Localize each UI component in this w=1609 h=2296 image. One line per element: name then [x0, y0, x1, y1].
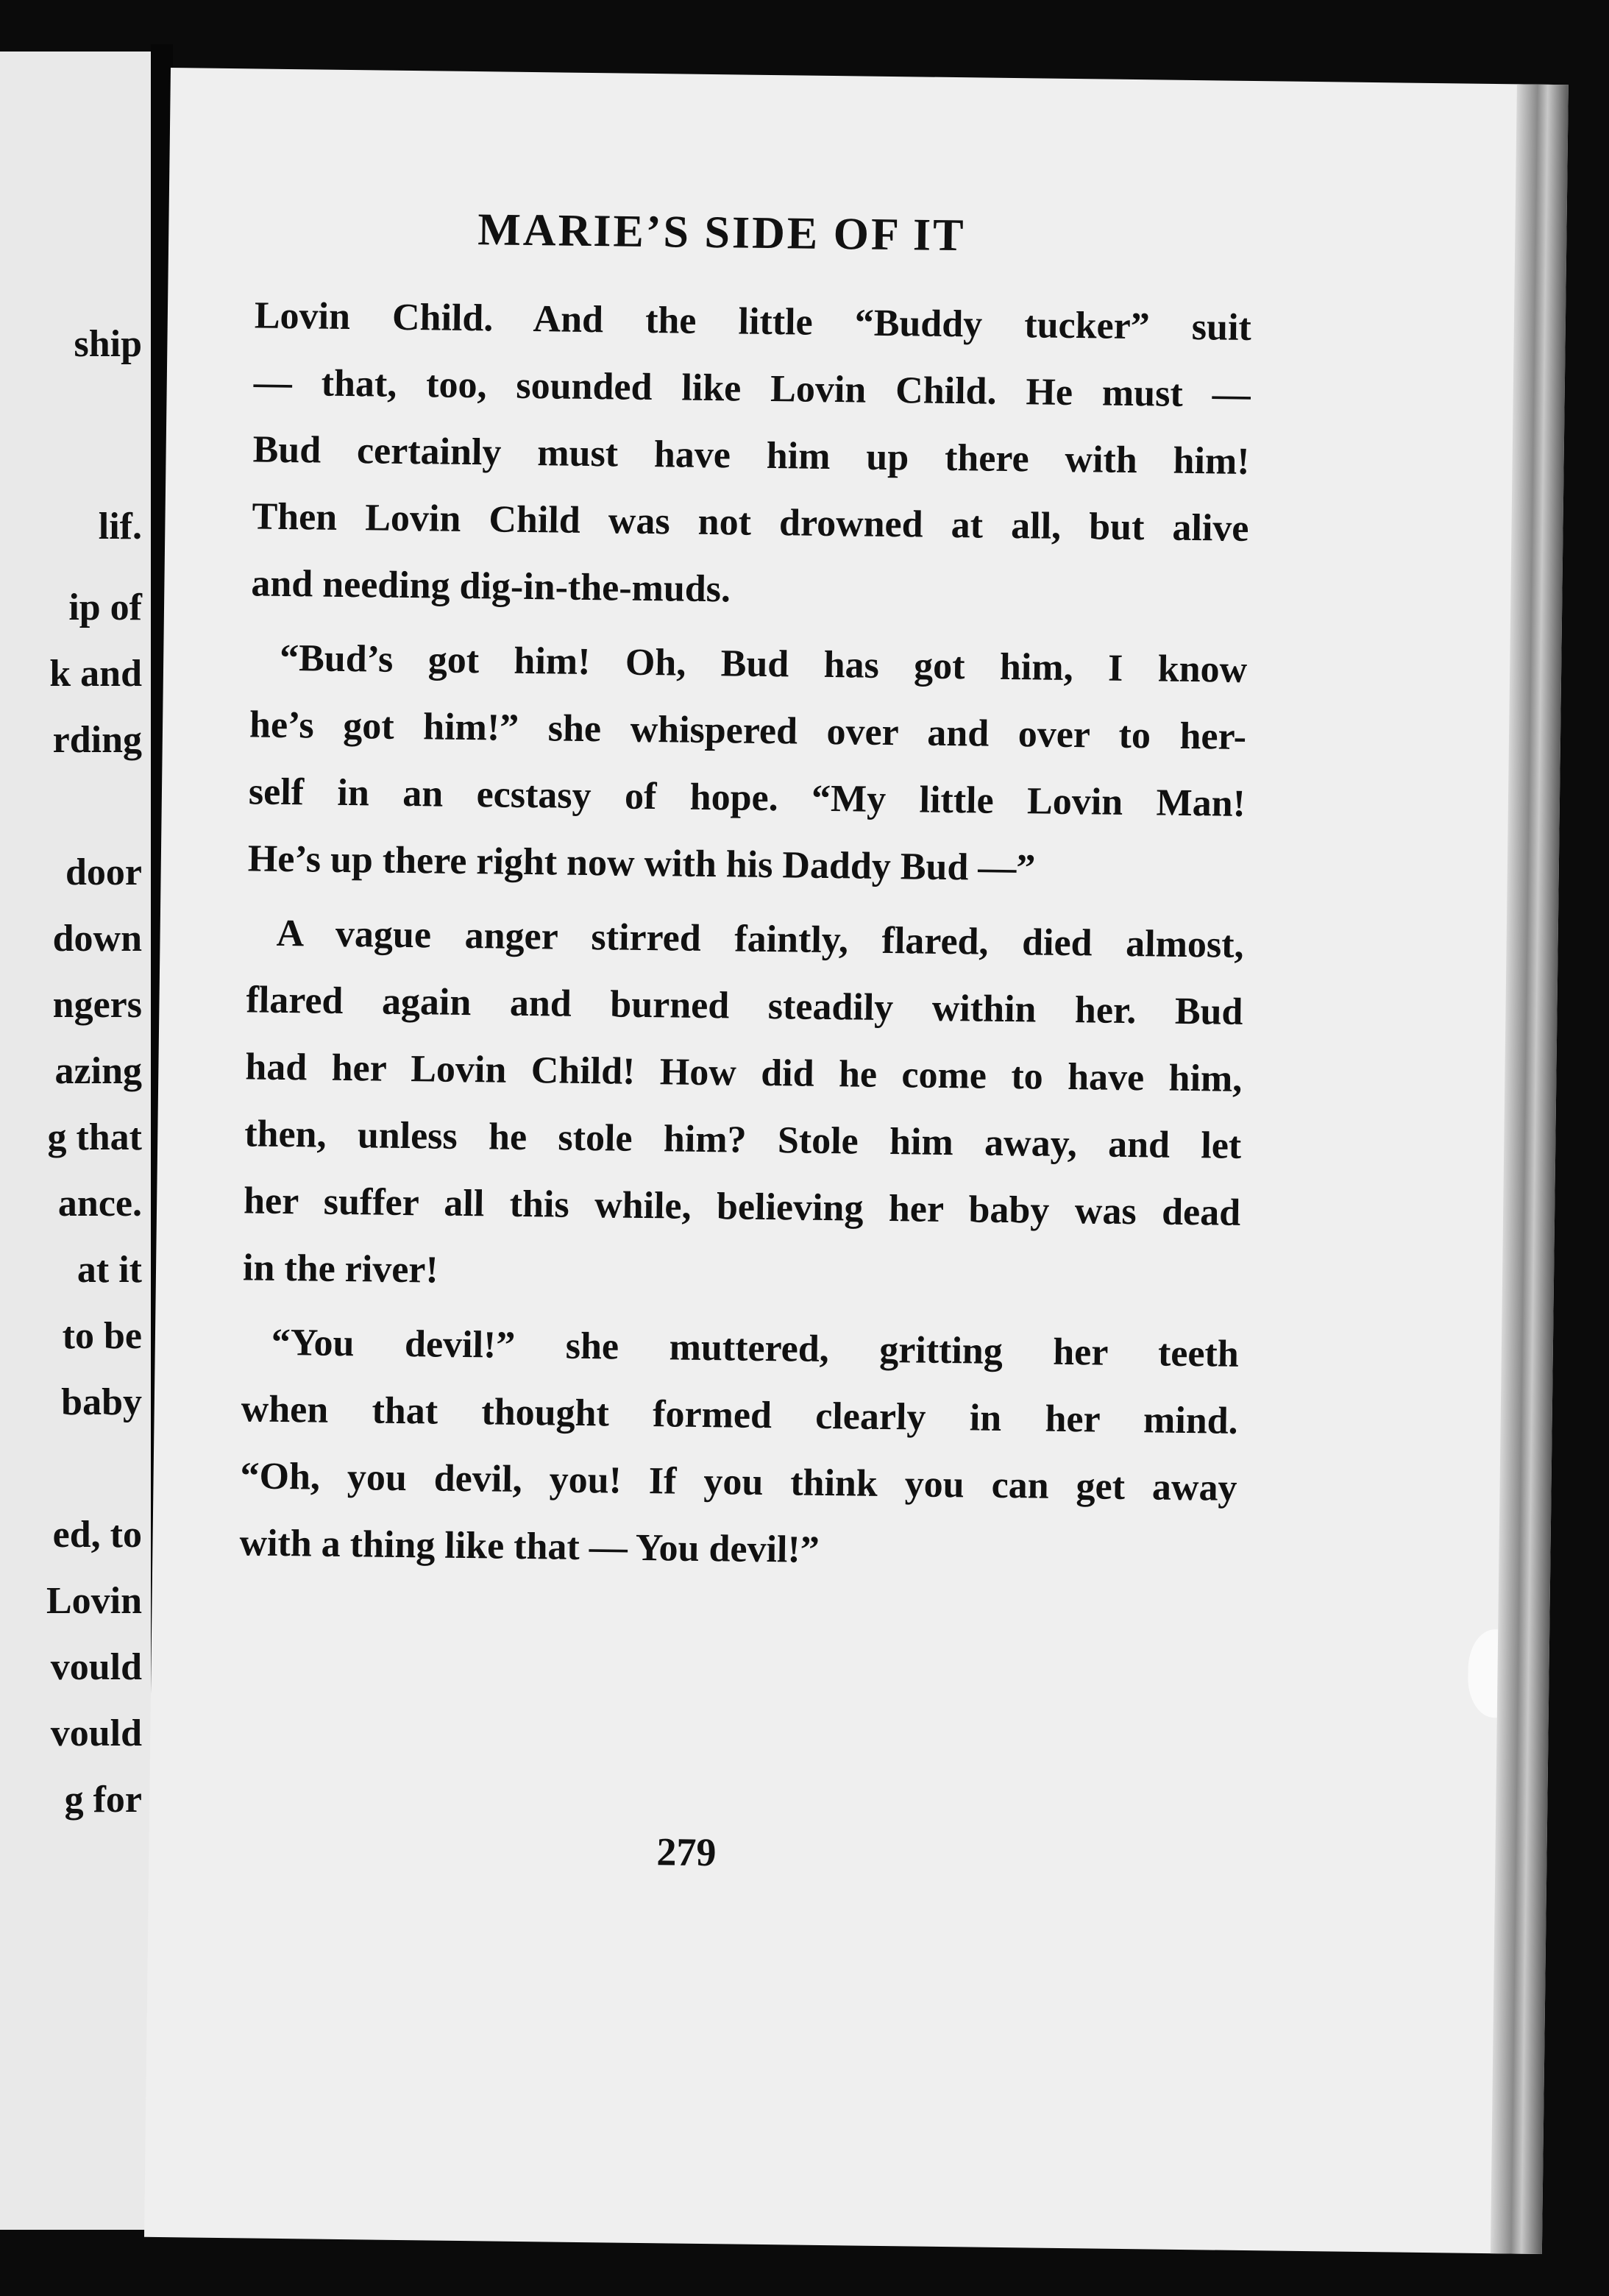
- facing-page-line: Lovin: [46, 1580, 142, 1622]
- page-edge: [1491, 84, 1569, 2254]
- text-line: “Bud’s got him! Oh, Bud has got him, I know: [279, 637, 1248, 691]
- text-line: He’s up there right now with his Daddy Bud —”: [247, 837, 1036, 890]
- text-line: — that, too, sounded like Lovin Child. He must —: [253, 361, 1251, 416]
- facing-page-line: down: [52, 918, 142, 960]
- facing-page-line: ip of: [68, 587, 142, 628]
- text-line: and needing dig-in-the-muds.: [251, 562, 731, 611]
- text-line: her suffer all this while, believing her baby was dead: [243, 1180, 1241, 1234]
- text-line: then, unless he stole him? Stole him away, and let: [244, 1113, 1242, 1167]
- facing-page-line: vould: [50, 1646, 142, 1688]
- text-line: when that thought formed clearly in her mind.: [241, 1388, 1238, 1442]
- text-line: he’s got him!” she whispered over and over to her-: [249, 704, 1247, 758]
- text-line: A vague anger stirred faintly, flared, died almost,: [276, 912, 1244, 966]
- body-text: [239, 282, 1251, 1588]
- text-line: self in an ecstasy of hope. “My little Lovin Man!: [248, 770, 1246, 825]
- facing-page-line: vould: [50, 1712, 142, 1754]
- facing-page-line: ed, to: [52, 1514, 142, 1556]
- text-line: in the river!: [242, 1247, 439, 1292]
- facing-page-line: to be: [62, 1315, 142, 1357]
- facing-page-line: lif.: [98, 506, 142, 548]
- page-number: 279: [656, 1829, 717, 1875]
- text-line: “Oh, you devil, you! If you think you can get away: [240, 1455, 1237, 1509]
- facing-page-line: ngers: [52, 984, 142, 1026]
- facing-page-line: door: [65, 851, 142, 893]
- facing-page-line: k and: [49, 653, 142, 695]
- facing-page-line: ship: [74, 323, 142, 365]
- facing-page-line: baby: [61, 1381, 142, 1423]
- book-page: [144, 68, 1569, 2254]
- facing-page-line: azing: [54, 1050, 142, 1092]
- running-header: MARIE’S SIDE OF IT: [477, 205, 966, 261]
- text-line: Lovin Child. And the little “Buddy tucker” suit: [254, 294, 1252, 349]
- facing-page-line: g that: [47, 1116, 142, 1158]
- text-line: with a thing like that — You devil!”: [239, 1522, 820, 1571]
- facing-page-line: ance.: [57, 1183, 142, 1225]
- facing-page-line: rding: [52, 719, 142, 761]
- facing-page-fragment: [0, 52, 151, 2230]
- text-line: flared again and burned steadily within her. Bud: [246, 979, 1243, 1033]
- facing-page-line: g for: [64, 1779, 142, 1821]
- facing-page-line: at it: [77, 1249, 142, 1291]
- text-line: Then Lovin Child was not drowned at all, but alive: [252, 495, 1249, 550]
- text-line: had her Lovin Child! How did he come to have him,: [245, 1046, 1243, 1100]
- text-line: “You devil!” she muttered, gritting her teeth: [271, 1321, 1240, 1375]
- text-line: Bud certainly must have him up there with him!: [252, 428, 1250, 483]
